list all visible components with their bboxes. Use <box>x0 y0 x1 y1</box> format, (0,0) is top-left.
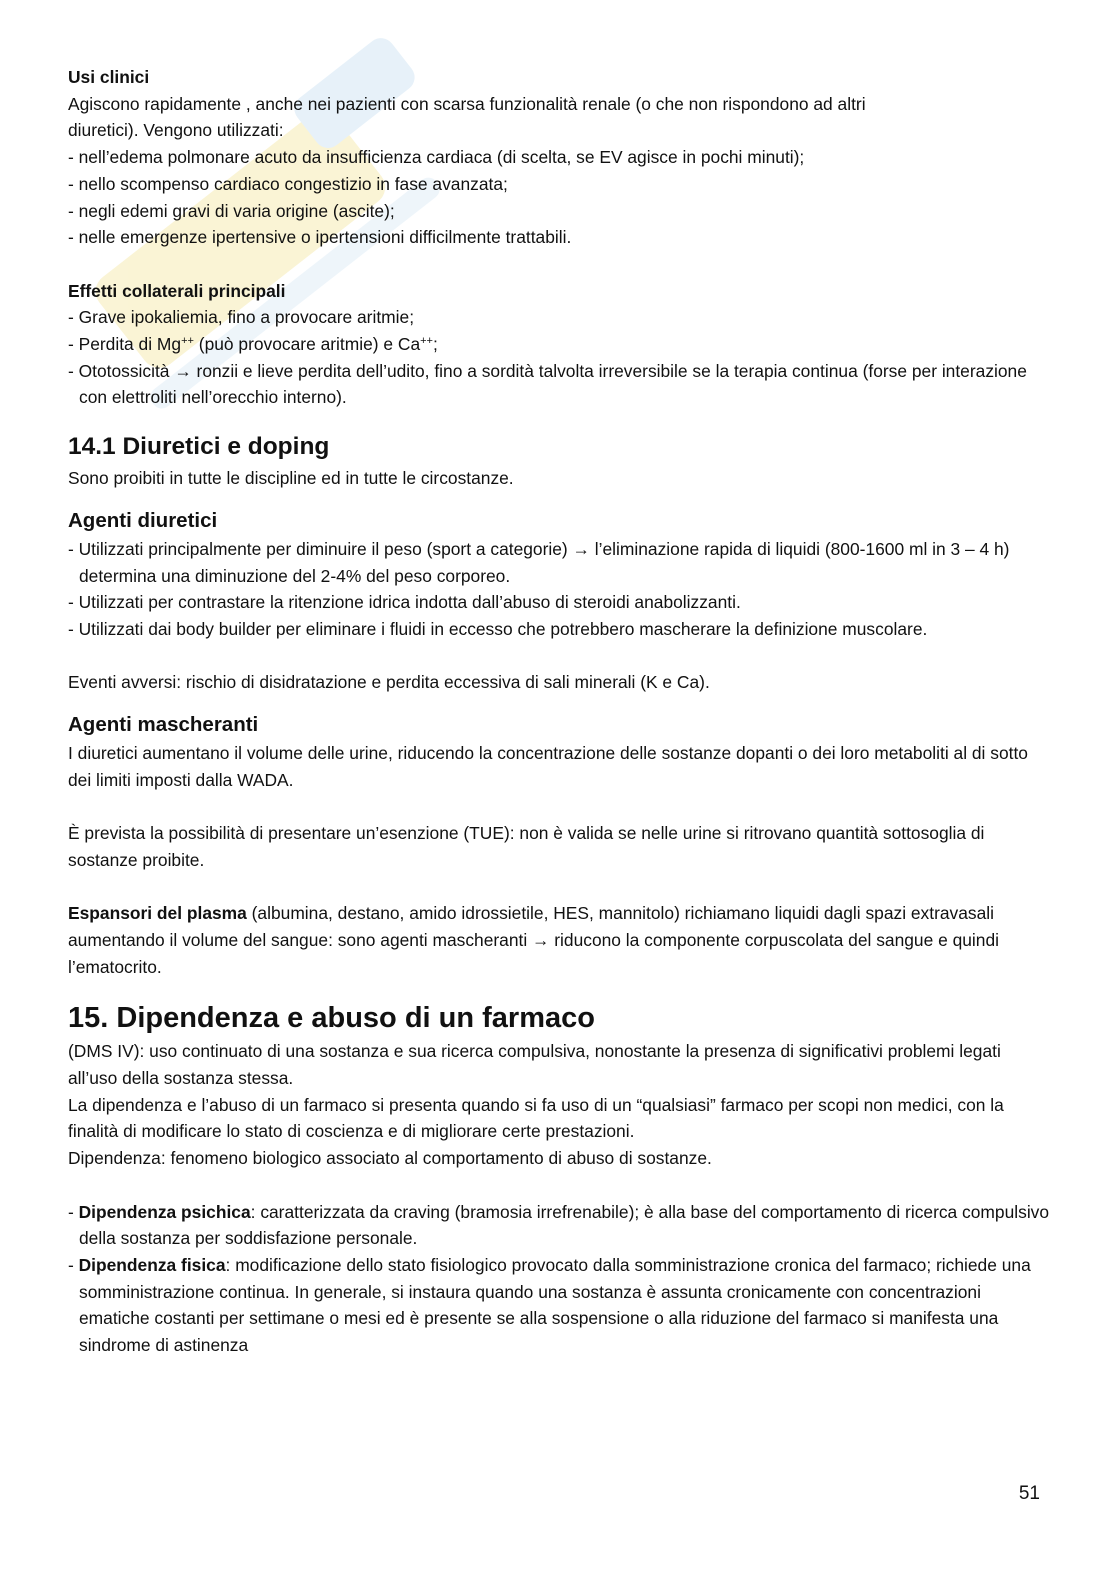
effetti-item: - Perdita di Mg++ (può provocare aritmie) e Ca++; <box>68 334 438 355</box>
usi-clinici-intro-line1: Agiscono rapidamente , anche nei pazienti con scarsa funzionalità renale (o che non rispondono ad altri <box>68 93 866 114</box>
arrow-icon: → <box>572 538 590 559</box>
section-15-title: 15. Dipendenza e abuso di un farmaco <box>68 1002 595 1035</box>
eventi-avversi: Eventi avversi: rischio di disidratazione e perdita eccessiva di sali minerali (K e Ca). <box>68 672 710 693</box>
agenti-diuretici-item: - Utilizzati principalmente per diminuire il peso (sport a categorie) → l’eliminazione rapida di liquidi (800-1600 ml in 3 – 4 h) determina una diminuzione del 2-4% del peso corporeo. <box>68 538 1010 586</box>
espansori-paragraph: Espansori del plasma (albumina, destano, amido idrossietile, HES, mannitolo) richiamano liquidi dagli spazi extravasali aumentando il volume del sangue: sono agenti mascheranti → riducono la componente corpuscolata del sangue e quindi l’ematocrito. <box>68 903 1000 977</box>
effetti-collaterali-heading: Effetti collaterali principali <box>68 280 286 301</box>
usi-clinici-item: - nell’edema polmonare acuto da insufficienza cardiaca (di scelta, se EV agisce in pochi minuti); <box>68 147 805 168</box>
dipendenza-definition: (DMS IV): uso continuato di una sostanza e sua ricerca compulsiva, nonostante la presenza di significativi problemi legati all’uso della sostanza stessa. <box>68 1041 1001 1089</box>
esenzione-paragraph: È prevista la possibilità di presentare un’esenzione (TUE): non è valida se nelle urine si ritrovano quantità sottosoglia di sostanze proibite. <box>68 823 985 870</box>
usi-clinici-heading: Usi clinici <box>68 67 150 87</box>
mascheranti-paragraph: I diuretici aumentano il volume delle urine, riducendo la concentrazione delle sostanze dopanti o dei loro metaboliti al di sotto dei limiti imposti dalla WADA. <box>68 743 1028 790</box>
dipendenza-paragraph: La dipendenza e l’abuso di un farmaco si presenta quando si fa uso di un “qualsiasi” farmaco per scopi non medici, con la finalità di modificare lo stato di coscienza e di migliorare certe prestazioni. <box>68 1094 1004 1142</box>
usi-clinici-intro-line2: diuretici). Vengono utilizzati: <box>68 120 284 141</box>
section-14-1-title: 14.1 Diuretici e doping <box>68 433 330 461</box>
dipendenza-psichica-item: - Dipendenza psichica: caratterizzata da craving (bramosia irrefrenabile); è alla base del comportamento di ricerca compulsivo della sostanza per soddisfazione personale. <box>68 1201 1050 1249</box>
doping-intro: Sono proibiti in tutte le discipline ed in tutte le circostanze. <box>68 468 514 489</box>
agenti-diuretici-heading: Agenti diuretici <box>68 508 218 532</box>
agenti-diuretici-item: - Utilizzati per contrastare la ritenzione idrica indotta dall’abuso di steroidi anabolizzanti. <box>68 592 741 613</box>
effetti-item: - Grave ipokaliemia, fino a provocare aritmie; <box>68 307 415 328</box>
dipendenza-paragraph: Dipendenza: fenomeno biologico associato al comportamento di abuso di sostanze. <box>68 1148 712 1169</box>
agenti-mascheranti-heading: Agenti mascheranti <box>68 713 259 737</box>
dipendenza-fisica-item: - Dipendenza fisica: modificazione dello stato fisiologico provocato dalla somministrazione cronica del farmaco; richiede una somministrazione continua. In generale, si instaura quando una sostanza è assunta cronicamente con concentrazioni ematiche costanti per settimane o mesi ed è presente se alla sospensione o alla riduzione del farmaco si manifesta una sindrome di astinenza <box>68 1254 1031 1356</box>
effetti-item: - Ototossicità → ronzii e lieve perdita dell’udito, fino a sordità talvolta irreversibile se la terapia continua (forse per interazione con elettroliti nell’orecchio interno). <box>68 360 1027 408</box>
page-content <box>68 64 1053 1359</box>
usi-clinici-item: - negli edemi gravi di varia origine (ascite); <box>68 200 395 221</box>
arrow-icon: → <box>532 929 550 950</box>
usi-clinici-item: - nello scompenso cardiaco congestizio in fase avanzata; <box>68 173 508 194</box>
page-number: 51 <box>1018 1483 1040 1504</box>
arrow-icon: → <box>174 360 192 381</box>
agenti-diuretici-item: - Utilizzati dai body builder per eliminare i fluidi in eccesso che potrebbero mascherare la definizione muscolare. <box>68 618 928 639</box>
usi-clinici-item: - nelle emergenze ipertensive o ipertensioni difficilmente trattabili. <box>68 227 572 248</box>
